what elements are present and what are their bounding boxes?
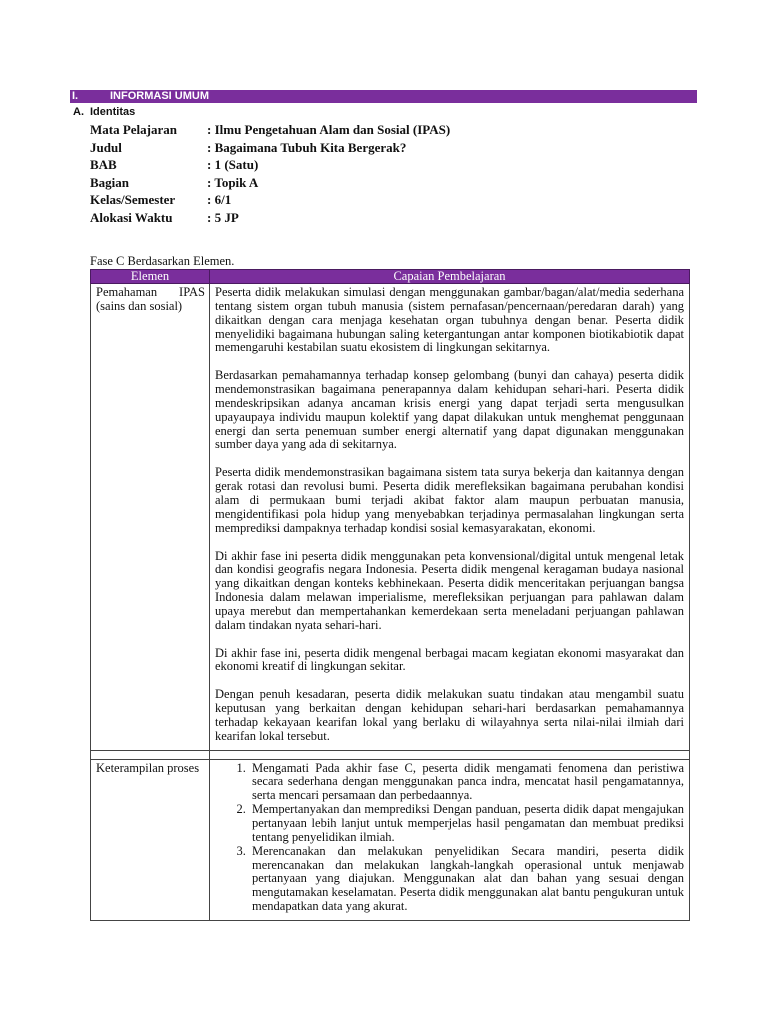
capaian-paragraph: Di akhir fase ini peserta didik menggunakan peta konvensional/digital untuk mengenal letak dan kondisi geografis negara Indonesia. Peserta didik mengenal keragaman budaya nasional yang dikaitkan dengan konteks kebhinekaan. Peserta didik menceritakan perjuangan bangsa Indonesia dalam melawan imperialisme, merefleksikan perjuangan para pahlawan dalam upaya merebut dan mempertahankan kemerdekaan serta meneladani perjuangan pahlawan dalam tindakan nyata sehari-hari. bbox=[215, 548, 684, 632]
identity-label: Kelas/Semester bbox=[90, 192, 176, 208]
section-header-informasi-umum bbox=[70, 90, 697, 103]
capaian-paragraph: Berdasarkan pemahamannya terhadap konsep gelombang (bunyi dan cahaya) peserta didik mendemonstrasikan bagaimana penerapannya dalam kehidupan sehari-hari. Peserta didik mendeskripsikan adanya ancaman krisis energi yang dapat terjadi serta mengusulkan upayaupaya individu maupun kolektif yang dapat dilakukan untuk menghemat penggunaan energi dan serta penemuan sumber energi alternatif yang dapat digunakan menggunakan sumber daya yang ada di sekitarnya. bbox=[215, 368, 684, 452]
capaian-pembelajaran-table bbox=[90, 269, 690, 921]
identity-label: Judul bbox=[90, 139, 122, 155]
section-number: I. bbox=[72, 90, 79, 102]
list-item: 2. Mempertanyakan dan memprediksi Dengan panduan, peserta didik dapat mengajukan pertanyaan lebih lanjut untuk memperjelas hasil pengamatan dan membuat prediksi tentang penyelidikan ilmiah. bbox=[249, 803, 684, 845]
identity-row bbox=[90, 174, 650, 192]
element-cell: Pemahaman IPAS (sains dan sosial) bbox=[91, 284, 210, 751]
subsection-title: Identitas bbox=[90, 106, 136, 118]
subsection-heading bbox=[73, 105, 135, 119]
capaian-paragraph: Peserta didik mendemonstrasikan bagaimana sistem tata surya bekerja dan kaitannya dengan gerak rotasi dan revolusi bumi. Peserta didik merefleksikan bagaimana perubahan kondisi alam di permukaan bumi terjadi akibat faktor alam maupun perbuatan manusia, mengidentifikasi pola hidup yang menyebabkan terjadinya permasalahan lingkungan serta memprediksi dampaknya terhadap kondisi sosial kemasyarakatan, ekonomi. bbox=[215, 465, 684, 535]
identity-row bbox=[90, 156, 650, 174]
identity-label: Mata Pelajaran bbox=[90, 122, 178, 137]
identity-block bbox=[90, 121, 650, 227]
identity-value: : Topik A bbox=[207, 174, 259, 190]
process-skill-list bbox=[215, 762, 684, 914]
capaian-paragraph: Di akhir fase ini, peserta didik mengenal berbagai macam kegiatan ekonomi masyarakat dan ekonomi kreatif di lingkungan sekitar. bbox=[215, 645, 684, 674]
subsection-letter: A. bbox=[73, 106, 84, 118]
fase-caption: Fase C Berdasarkan Elemen. bbox=[90, 254, 235, 268]
section-title: INFORMASI UMUM bbox=[110, 90, 209, 102]
identity-label: Bagian bbox=[90, 174, 130, 190]
identity-row bbox=[90, 191, 650, 209]
identity-row bbox=[90, 139, 650, 157]
identity-value: : Bagaimana Tubuh Kita Bergerak? bbox=[207, 139, 407, 155]
capaian-cell bbox=[210, 284, 690, 751]
identity-row bbox=[90, 209, 650, 227]
capaian-cell bbox=[210, 759, 690, 920]
identity-label: BAB bbox=[90, 157, 117, 173]
element-cell: Keterampilan proses bbox=[91, 759, 210, 920]
list-item: 1. Mengamati Pada akhir fase C, peserta didik mengamati fenomena dan peristiwa secara sederhana dengan menggunakan panca indra, mencatat hasil pengamatannya, serta mencari persamaan dan perbedaannya. bbox=[249, 762, 684, 804]
identity-value: : Ilmu Pengetahuan Alam dan Sosial (IPAS) bbox=[207, 122, 451, 137]
spacer-cell bbox=[91, 750, 210, 759]
table-spacer-row bbox=[91, 750, 690, 759]
spacer-cell bbox=[210, 750, 690, 759]
list-item: 3. Merencanakan dan melakukan penyelidikan Secara mandiri, peserta didik merencanakan dan melakukan langkah-langkah operasional untuk menjawab pertanyaan yang diajukan. Menggunakan alat dan bahan yang sesuai dengan mengutamakan keselamatan. Peserta didik menggunakan alat bantu pengukuran untuk mendapatkan data yang akurat. bbox=[249, 845, 684, 914]
capaian-paragraph: Dengan penuh kesadaran, peserta didik melakukan suatu tindakan atau mengambil suatu keputusan yang berkaitan dengan kehidupan sehari-hari berdasarkan pemahamannya terhadap kekayaan kearifan lokal yang berlaku di wilayahnya serta nilai-nilai ilmiah dari kearifan lokal tersebut. bbox=[215, 687, 684, 743]
identity-row bbox=[90, 121, 650, 139]
table-header-row bbox=[91, 270, 690, 284]
identity-label: Alokasi Waktu bbox=[90, 209, 173, 225]
table-row bbox=[91, 759, 690, 920]
capaian-paragraph: Peserta didik melakukan simulasi dengan menggunakan gambar/bagan/alat/media sederhana tentang sistem organ tubuh manusia (sistem pernafasan/pencernaan/peredaran darah) yang dikaitkan dengan cara menjaga kesehatan organ tubuhnya dengan benar. Peserta didik menyelidiki bagaimana hubungan saling ketergantungan antar komponen biotikabiotik dapat memengaruhi kestabilan suatu ekosistem di lingkungan sekitarnya. bbox=[215, 285, 684, 355]
identity-value: : 6/1 bbox=[207, 192, 232, 208]
identity-value: : 1 (Satu) bbox=[207, 157, 259, 173]
table-row bbox=[91, 284, 690, 751]
header-capaian: Capaian Pembelajaran bbox=[210, 270, 690, 284]
identity-value: : 5 JP bbox=[207, 209, 239, 225]
header-elemen: Elemen bbox=[91, 270, 210, 284]
